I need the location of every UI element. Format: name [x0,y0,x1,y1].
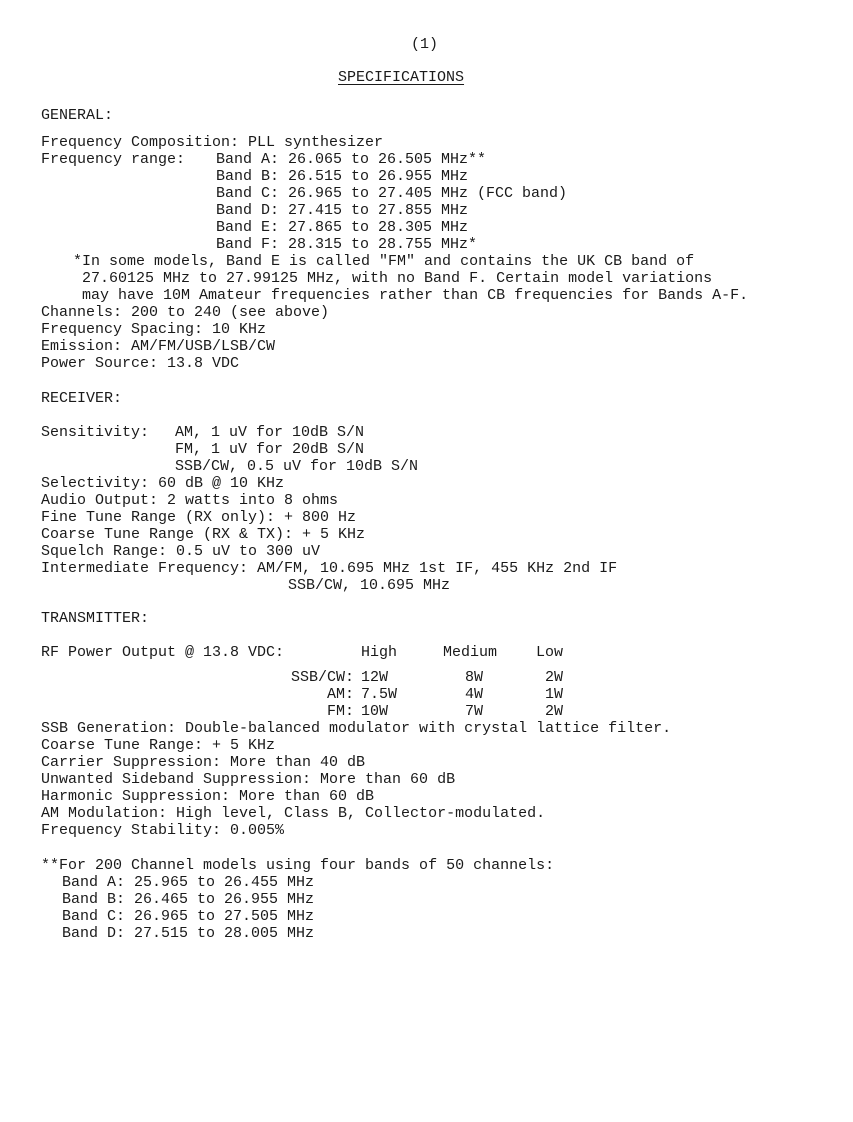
band-c: Band C: 26.965 to 27.405 MHz (FCC band) [216,185,568,202]
frequency-spacing: Frequency Spacing: 10 KHz [41,321,267,338]
band-f: Band F: 28.315 to 28.755 MHz* [216,236,478,253]
squelch-range: Squelch Range: 0.5 uV to 300 uV [41,543,321,560]
power-row-medium: 7W [465,703,484,720]
harmonic-suppression: Harmonic Suppression: More than 60 dB [41,788,375,805]
col-high: High [361,644,398,661]
frequency-stability: Frequency Stability: 0.005% [41,822,285,839]
general-heading: GENERAL: [41,107,114,124]
footnote-band-a: Band A: 25.965 to 26.455 MHz [62,874,315,891]
rf-power-label: RF Power Output @ 13.8 VDC: [41,644,285,661]
power-row-high: 7.5W [361,686,398,703]
power-row-mode: FM: [326,703,354,720]
am-modulation: AM Modulation: High level, Class B, Collector-modulated. [41,805,546,822]
band-b: Band B: 26.515 to 26.955 MHz [216,168,469,185]
sensitivity-ssb: SSB/CW, 0.5 uV for 10dB S/N [175,458,419,475]
power-row-high: 10W [361,703,389,720]
footnote-band-b: Band B: 26.465 to 26.955 MHz [62,891,315,908]
page-title: SPECIFICATIONS [338,69,465,86]
col-low: Low [536,644,564,661]
col-medium: Medium [443,644,498,661]
sensitivity-am: AM, 1 uV for 10dB S/N [175,424,365,441]
ssb-generation: SSB Generation: Double-balanced modulator with crystal lattice filter. [41,720,672,737]
page-number: (1) [411,36,439,53]
coarse-tune-range-rx: Coarse Tune Range (RX & TX): + 5 KHz [41,526,366,543]
emission: Emission: AM/FM/USB/LSB/CW [41,338,276,355]
footnote-intro: **For 200 Channel models using four bands of 50 channels: [41,857,555,874]
power-row-mode: SSB/CW: [290,669,354,686]
power-row-medium: 8W [465,669,484,686]
footnote-band-c: Band C: 26.965 to 27.505 MHz [62,908,315,925]
power-row-low: 2W [545,669,564,686]
footnote-band-d: Band D: 27.515 to 28.005 MHz [62,925,315,942]
model-note-line-1: *In some models, Band E is called "FM" and contains the UK CB band of [73,253,695,270]
audio-output: Audio Output: 2 watts into 8 ohms [41,492,339,509]
carrier-suppression: Carrier Suppression: More than 40 dB [41,754,366,771]
frequency-composition: Frequency Composition: PLL synthesizer [41,134,384,151]
frequency-range-label: Frequency range: [41,151,186,168]
band-d: Band D: 27.415 to 27.855 MHz [216,202,469,219]
coarse-tune-range-tx: Coarse Tune Range: + 5 KHz [41,737,276,754]
band-e: Band E: 27.865 to 28.305 MHz [216,219,469,236]
intermediate-frequency-ssb: SSB/CW, 10.695 MHz [288,577,451,594]
power-row-mode: AM: [326,686,354,703]
power-row-medium: 4W [465,686,484,703]
band-a: Band A: 26.065 to 26.505 MHz** [216,151,487,168]
power-row-low: 2W [545,703,564,720]
sensitivity-label: Sensitivity: [41,424,150,441]
transmitter-heading: TRANSMITTER: [41,610,150,627]
sideband-suppression: Unwanted Sideband Suppression: More than 60 dB [41,771,456,788]
sensitivity-fm: FM, 1 uV for 20dB S/N [175,441,365,458]
selectivity: Selectivity: 60 dB @ 10 KHz [41,475,285,492]
power-row-high: 12W [361,669,389,686]
power-row-low: 1W [545,686,564,703]
model-note-line-2: 27.60125 MHz to 27.99125 MHz, with no Band F. Certain model variations [82,270,713,287]
receiver-heading: RECEIVER: [41,390,123,407]
intermediate-frequency: Intermediate Frequency: AM/FM, 10.695 MHz 1st IF, 455 KHz 2nd IF [41,560,618,577]
fine-tune-range: Fine Tune Range (RX only): + 800 Hz [41,509,357,526]
power-source: Power Source: 13.8 VDC [41,355,240,372]
channels: Channels: 200 to 240 (see above) [41,304,330,321]
model-note-line-3: may have 10M Amateur frequencies rather than CB frequencies for Bands A-F. [82,287,749,304]
